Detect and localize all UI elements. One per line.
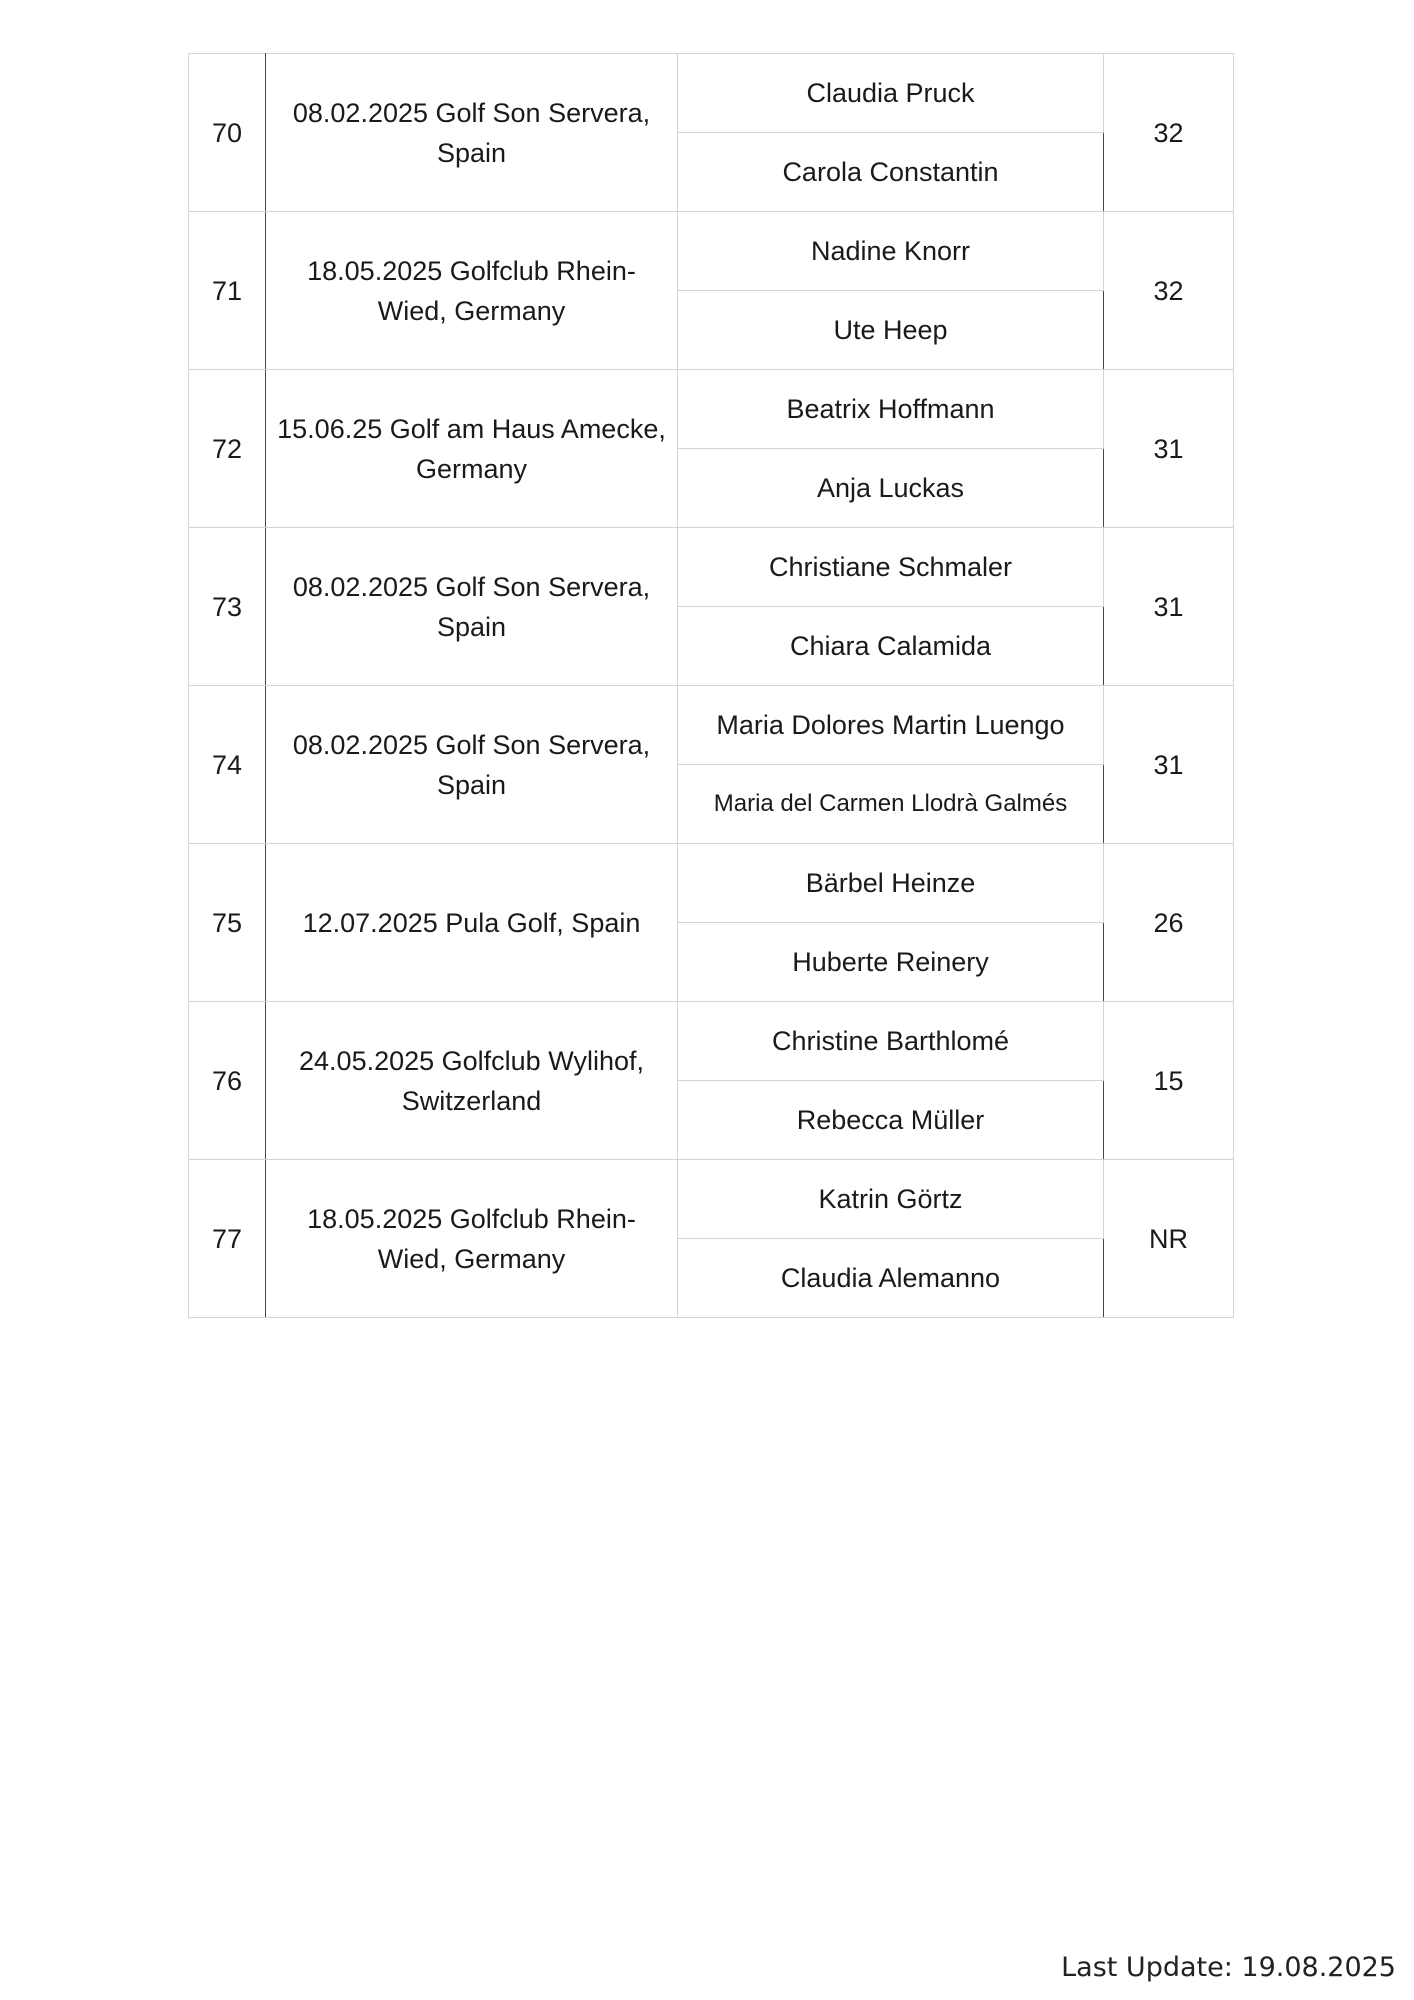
- player-cell: Carola Constantin: [678, 133, 1104, 212]
- table-row: [189, 1002, 1234, 1081]
- rank-cell: 71: [189, 212, 266, 370]
- event-cell: 08.02.2025 Golf Son Servera, Spain: [266, 528, 678, 686]
- player-cell: Maria Dolores Martin Luengo: [678, 686, 1104, 765]
- player-cell: Ute Heep: [678, 291, 1104, 370]
- event-cell: 12.07.2025 Pula Golf, Spain: [266, 844, 678, 1002]
- table-row: [189, 686, 1234, 765]
- score-cell: 32: [1104, 212, 1234, 370]
- player-cell: Rebecca Müller: [678, 1081, 1104, 1160]
- player-cell: Christiane Schmaler: [678, 528, 1104, 607]
- score-cell: NR: [1104, 1160, 1234, 1318]
- rank-cell: 77: [189, 1160, 266, 1318]
- results-table: [188, 53, 1234, 1318]
- rank-cell: 70: [189, 54, 266, 212]
- player-cell: Maria del Carmen Llodrà Galmés: [678, 765, 1104, 844]
- score-cell: 15: [1104, 1002, 1234, 1160]
- rank-cell: 76: [189, 1002, 266, 1160]
- event-cell: 08.02.2025 Golf Son Servera, Spain: [266, 686, 678, 844]
- score-cell: 26: [1104, 844, 1234, 1002]
- table-row: [189, 844, 1234, 923]
- table-row: [189, 212, 1234, 291]
- table-row: [189, 1160, 1234, 1239]
- event-cell: 15.06.25 Golf am Haus Amecke, Germany: [266, 370, 678, 528]
- event-cell: 18.05.2025 Golfclub Rhein-Wied, Germany: [266, 212, 678, 370]
- score-cell: 32: [1104, 54, 1234, 212]
- table-row: [189, 528, 1234, 607]
- player-cell: Claudia Alemanno: [678, 1239, 1104, 1318]
- player-cell: Christine Barthlomé: [678, 1002, 1104, 1081]
- event-cell: 24.05.2025 Golfclub Wylihof, Switzerland: [266, 1002, 678, 1160]
- rank-cell: 72: [189, 370, 266, 528]
- player-cell: Chiara Calamida: [678, 607, 1104, 686]
- score-cell: 31: [1104, 528, 1234, 686]
- player-cell: Beatrix Hoffmann: [678, 370, 1104, 449]
- score-cell: 31: [1104, 686, 1234, 844]
- player-cell: Nadine Knorr: [678, 212, 1104, 291]
- last-update-text: Last Update: 19.08.2025: [1061, 1952, 1396, 1983]
- player-cell: Katrin Görtz: [678, 1160, 1104, 1239]
- player-cell: Anja Luckas: [678, 449, 1104, 528]
- player-cell: Huberte Reinery: [678, 923, 1104, 1002]
- player-cell: Bärbel Heinze: [678, 844, 1104, 923]
- event-cell: 18.05.2025 Golfclub Rhein-Wied, Germany: [266, 1160, 678, 1318]
- event-cell: 08.02.2025 Golf Son Servera, Spain: [266, 54, 678, 212]
- table-row: [189, 54, 1234, 133]
- score-cell: 31: [1104, 370, 1234, 528]
- rank-cell: 73: [189, 528, 266, 686]
- rank-cell: 75: [189, 844, 266, 1002]
- table-row: [189, 370, 1234, 449]
- rank-cell: 74: [189, 686, 266, 844]
- player-cell: Claudia Pruck: [678, 54, 1104, 133]
